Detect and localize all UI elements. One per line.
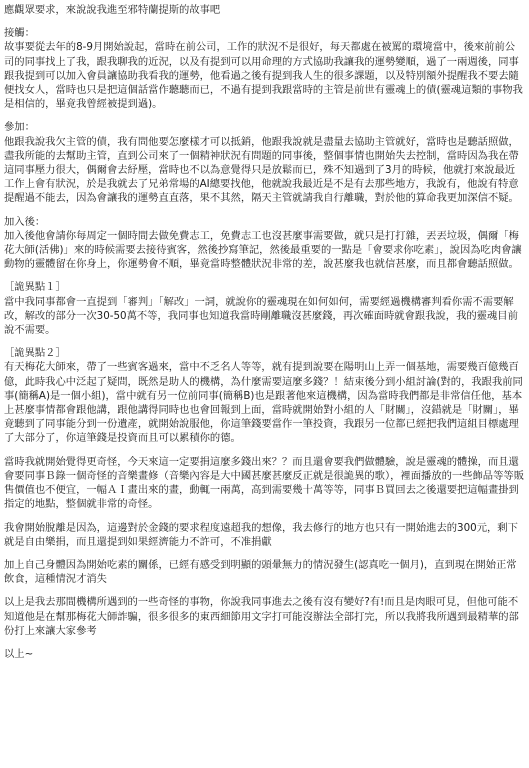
closing-text — [4, 647, 525, 661]
section-body: 當中我同事都會一直提到「審判」「解改」一詞，就說你的靈魂現在如何如何，需要經過機構審判看你需不需要解改，解改的部分一次30-50萬不等，我同事也知道我當時剛離職沒甚麼錢，再次確面時就會跟我說，我的靈魂目前說不需要。 — [4, 295, 518, 337]
closing-line: 以上~ — [4, 647, 34, 660]
section-contact — [4, 26, 525, 111]
paragraph-leaving — [4, 521, 525, 549]
section-after-join — [4, 215, 525, 272]
section-heading: 接觸： — [4, 27, 35, 40]
section-body: 以上是我去那間機構所遇到的一些奇怪的事物，你說我同事進去之後有沒有變好?有!而且是肉眼可見，但他可能不知道他是在幫那梅花大師詐騙，很多很多的東西細節用文字打可能沒辦法全部打完，所以我將我所遇到最精華的部份打上來讓大家參考 — [4, 596, 519, 637]
section-body: 有天梅花大師來，帶了一些賓客過來，當中不乏名人等等，就有提到說要在陽明山上弄一個基地，需要幾百億幾百億，此時我心中泛起了疑問，既然是助人的機構，為什麼需要這麼多錢？！結束後分到小組討論(對的，我跟我前同事(簡稱A)是一個小組)，當中就有另一位前同事(簡稱B)也是跟著他來這機構，因為當時我們都是非常信任他，基本上甚麼事情都會跟他講，跟他講得同時也也會回報到上面，當時就開始對小組的人「財關」，沒錯就是「財關」，畢竟聽到了同事能分到一份遺產，就開始說服他，你這筆錢要當作一筆投資，我跟另一位都已經把我們這組目標處理了大部分了，你這筆錢是投資而且可以累積你的德。 — [4, 361, 523, 445]
section-heading: ［詭異點１］ — [4, 281, 66, 294]
section-body: 故事要從去年的8-9月開始說起，當時在前公司，工作的狀況不是很好，每天都處在被罵的環境當中，後來前前公司的同事找上了我，跟我聊我的近況，以及有提到可以用命理的方式協助我讓我的運勢變順，過了一兩週後，同事跟我提到可以加入會員讓協助我看我的運勢，他看過之後有提到我人生的很多課題，以及特別額外提醒我不要去隨便找女人，當時也只是把這個話當作聽聽而已，不過有提到我跟當時的主管是前世有靈魂上的債(靈魂這類的事物我是相信的，畢竟我曾經被提到過)。 — [4, 41, 523, 111]
section-body: 加上自己身體因為開始吃素的關係，已經有感受到明顯的頭暈無力的情況發生(認真吃一個月)，直到現在開始正常飲食，這種情況才消失 — [4, 558, 517, 586]
section-body: 加入後他會請你每周定一個時間去做免費志工，免費志工也沒甚麼事需要做，就只是打打雜，丟丟垃圾，偶爾「梅花大師(活佛)」來的時候需要去接待賓客，然後抄寫筆記，然後最重要的一點是「會要求你吃素」，說因為吃肉會讓動物的靈體留在你身上，你運勢會不順，畢竟當時整體狀況非常的差，說甚麼我也就信甚麼，而且都會聽話照做。 — [4, 229, 522, 271]
paragraph-suspicion — [4, 455, 525, 512]
section-heading: 參加： — [4, 121, 35, 134]
section-join — [4, 120, 525, 205]
section-body: 我會開始脫離是因為，這邊對於金錢的要求程度遠超我的想像，我去修行的地方也只有一開始進去的300元，剩下就是自由樂捐，而且還提到如果經濟能力不許可，不准捐獻 — [4, 521, 518, 548]
paragraph-health — [4, 558, 525, 586]
section-heading: ［詭異點２］ — [4, 347, 66, 360]
paragraph-summary — [4, 595, 525, 638]
section-weird-point-2 — [4, 346, 525, 445]
section-body: 當時我就開始覺得更奇怪，今天來這一定要捐這麼多錢出來？？而且還會要我們做體驗，說是靈魂的體操，而且還會要同事Ｂ錄一個奇怪的音樂畫修（音樂內容是大中國甚麼甚麼反正就是很詭異的歌），裡面播放的一些飾品等等販售價值也不便宜，一幅ＡＩ畫出來的畫，動輒一兩萬，高到需要幾十萬等等，同事Ｂ買回去之後還要把這幅畫掛到指定的地點，整個就非常的奇怪。 — [4, 455, 524, 511]
section-weird-point-1 — [4, 280, 525, 337]
section-body: 他跟我說我欠主管的債，我有問他要怎麼樣才可以抵銷，他跟我說就是盡量去協助主管就好，當時也是聽話照做，盡我所能的去幫助主管，直到公司來了一個精神狀況有問題的同事後，整個事情也開始失去控制，當時因為我在帶這同事壓力很大，偶爾會去紓壓，當時也不以為意覺得只是放鬆而已，殊不知過到了3月的時候，他就打來說最近工作上會有狀況，於是我就去了兄弟常場的AI總要找他，他就說我最近是不是有去那些地方，我說有，他說有特意提醒過不能去，因為會讓我的運勢直直落，果不其然，隔天主管就請我自行離職，對於他的算命我更加深信不疑。 — [4, 135, 519, 205]
section-heading: 加入後： — [4, 215, 46, 228]
intro-text — [4, 3, 525, 17]
intro-line: 應觀眾要求，來說說我進至邪特蘭提斯的故事吧 — [4, 4, 221, 16]
